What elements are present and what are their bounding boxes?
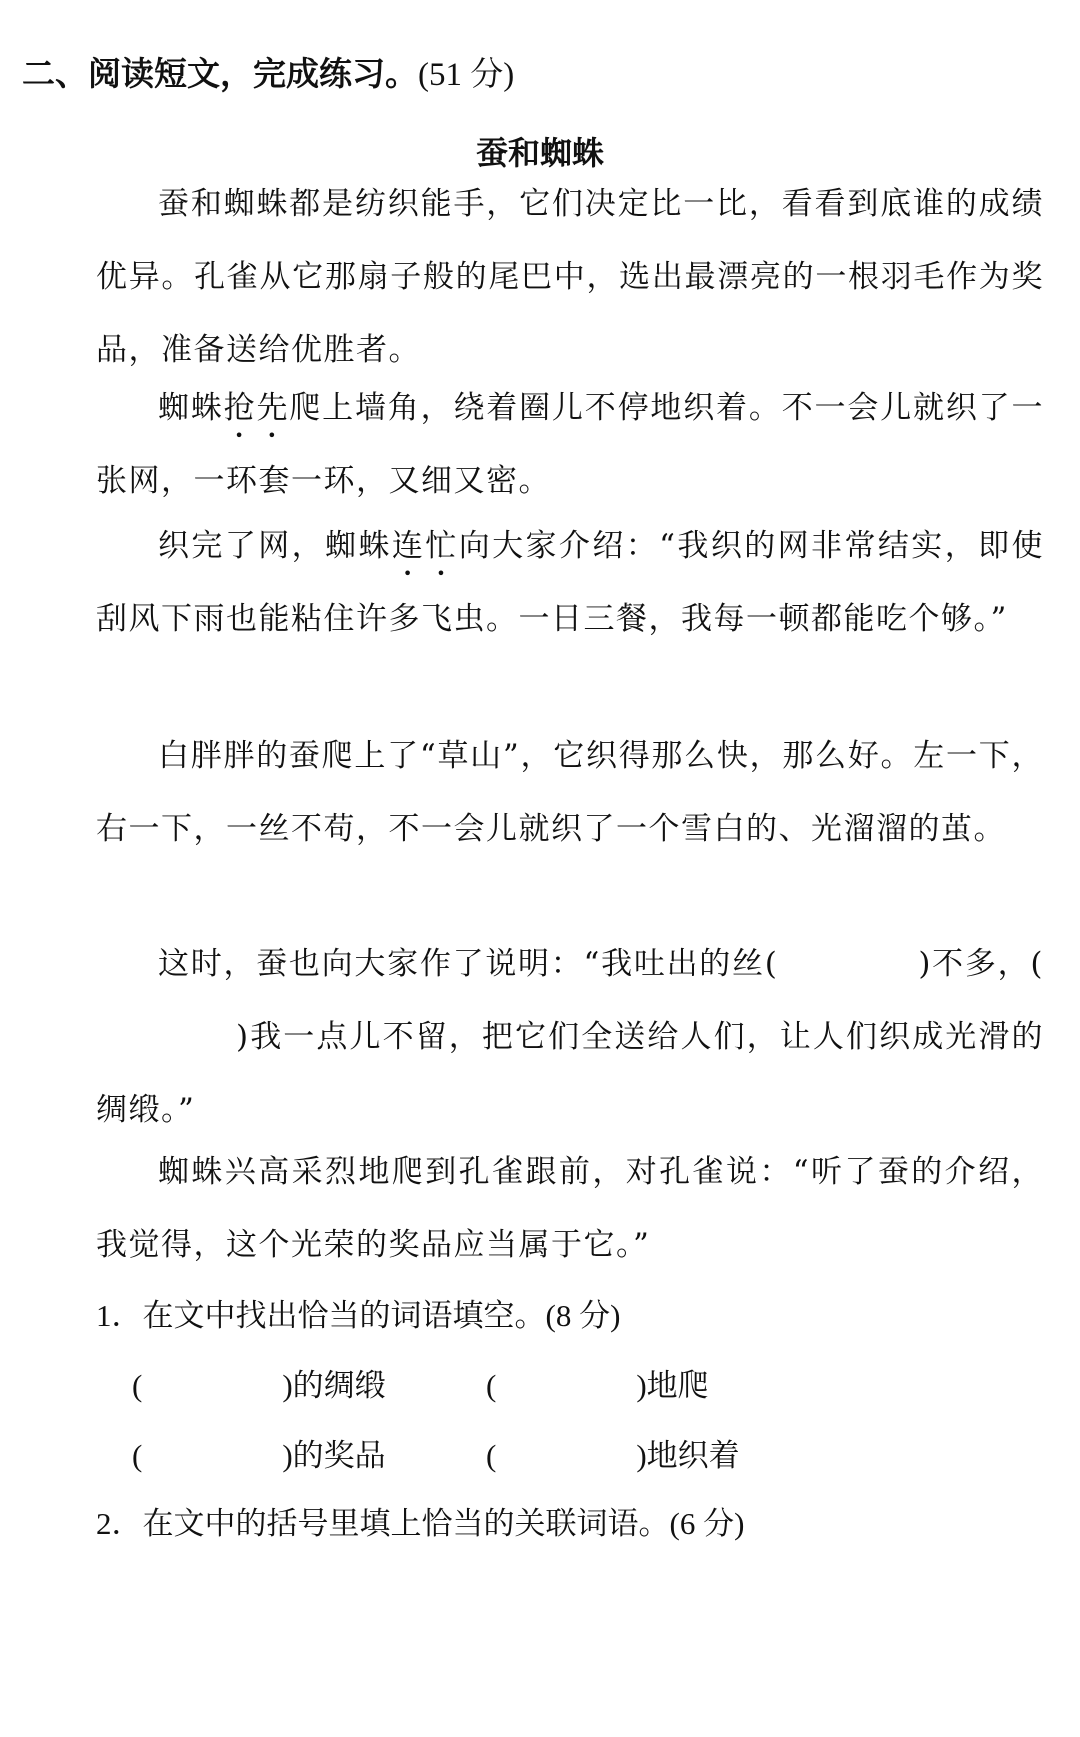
question-2-number: 2． [96, 1506, 143, 1541]
paragraph-3-start: 织完了网，蜘蛛 [158, 528, 392, 564]
fill-item-1-label: 的绸缎 [292, 1368, 386, 1404]
paragraph-2 [96, 372, 1044, 518]
fill-item-3[interactable]: ( )的奖品 [132, 1438, 386, 1474]
section-heading-text: 二、阅读短文，完成练习。 [22, 54, 418, 93]
fill-item-2[interactable]: ( )地爬 [486, 1368, 709, 1404]
fill-item-4[interactable]: ( )地织着 [486, 1438, 740, 1474]
question-1-number: 1． [96, 1298, 143, 1333]
section-heading [22, 48, 514, 95]
question-1-score: (8 分) [545, 1298, 621, 1333]
paragraph-4: 白胖胖的蚕爬上了“草山”，它织得那么快，那么好。左一下，右一下，一丝不苟，不一会儿就织了一个雪白的、光溜溜的茧。 [96, 738, 1044, 847]
emphasized-word-lianmang: 连忙 [391, 528, 459, 564]
question-1-text: 在文中找出恰当的词语填空。 [142, 1298, 546, 1334]
question-1 [96, 1290, 620, 1335]
paragraph-6: 蜘蛛兴高采烈地爬到孔雀跟前，对孔雀说：“听了蚕的介绍，我觉得，这个光荣的奖品应当属于它。” [96, 1154, 1044, 1263]
paragraph-5 [96, 928, 1044, 1147]
section-score: (51 分) [418, 57, 515, 93]
story-title: 蚕和蜘蛛 [475, 134, 604, 172]
fill-item-2-label: 地爬 [646, 1368, 709, 1404]
paragraph-2-rest: 爬上墙角，绕着圈儿不停地织着。不一会儿就织了一张网，一环套一环，又细又密。 [96, 390, 1045, 499]
paragraph-5-part-c: )我一点儿不留，把它们全送给人们，让人们织成光滑的绸缎。” [96, 1019, 1044, 1128]
question-2-text: 在文中的括号里填上恰当的关联词语。 [142, 1506, 670, 1542]
paragraph-1: 蚕和蜘蛛都是纺织能手，它们决定比一比，看看到底谁的成绩优异。孔雀从它那扇子般的尾巴中，选出最漂亮的一根羽毛作为奖品，准备送给优胜者。 [96, 186, 1044, 368]
fill-item-4-label: 地织着 [646, 1438, 740, 1474]
paragraph-3 [96, 510, 1044, 656]
paragraph-3-rest: 向大家介绍：“我织的网非常结实，即使刮风下雨也能粘住许多飞虫。一日三餐，我每一顿都能吃个够。” [96, 528, 1045, 637]
question-2 [96, 1498, 744, 1543]
paragraph-2-start: 蜘蛛 [158, 390, 224, 426]
fill-item-1[interactable]: ( )的绸缎 [132, 1368, 386, 1404]
question-2-score: (6 分) [669, 1506, 745, 1541]
fill-item-3-label: 的奖品 [292, 1438, 386, 1474]
paragraph-5-part-a: 这时，蚕也向大家作了说明：“我吐出的丝( [158, 946, 779, 982]
emphasized-word-qiangxian: 抢先 [223, 390, 290, 426]
paragraph-5-part-b: )不多，( [918, 946, 1044, 982]
